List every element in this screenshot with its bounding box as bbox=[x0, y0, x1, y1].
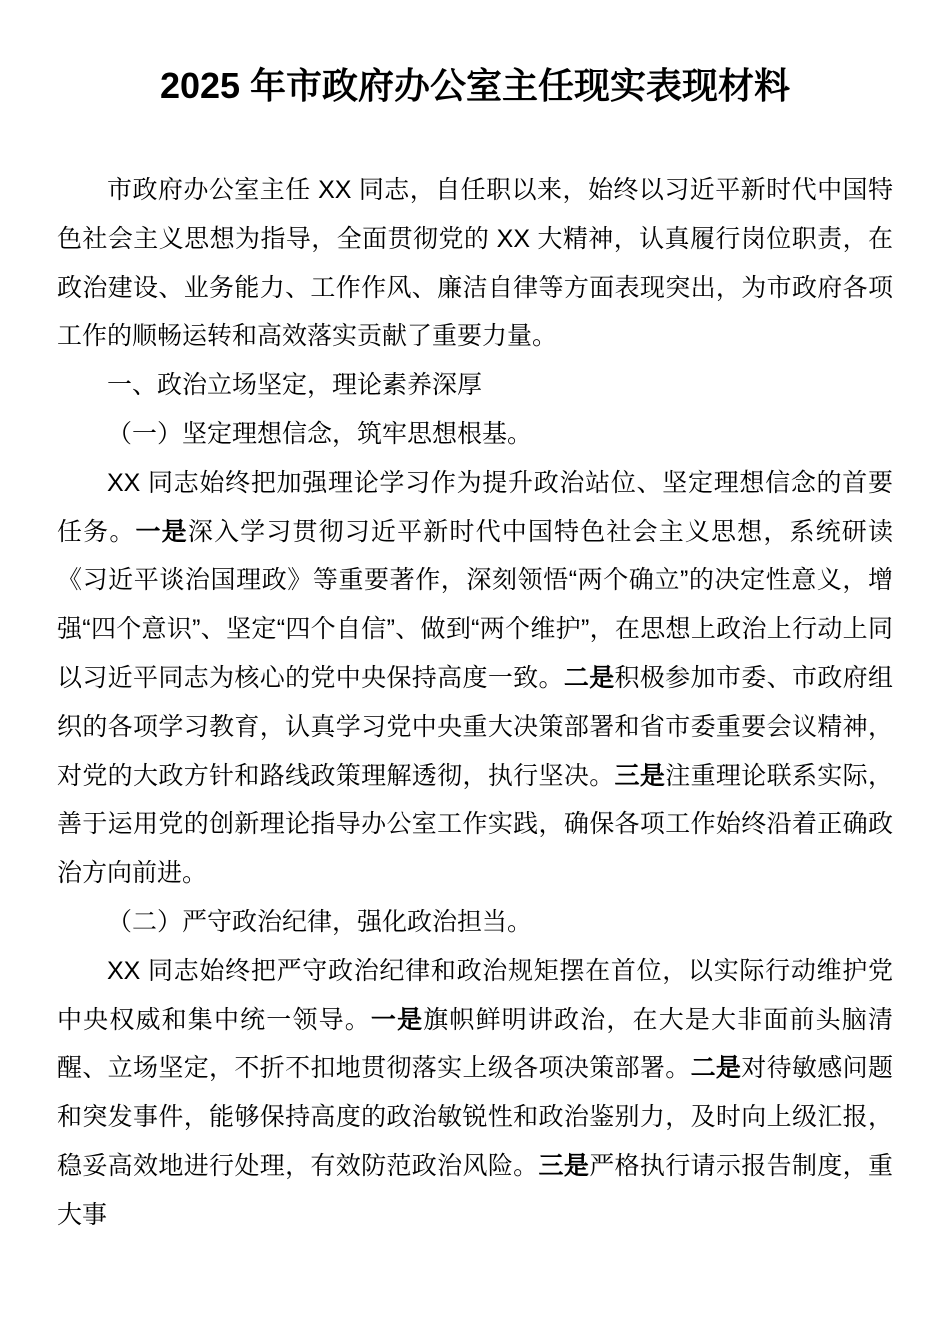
bold-marker-first: 一是 bbox=[135, 517, 188, 546]
bold-marker-first: 一是 bbox=[370, 1005, 424, 1034]
document-title: 2025 年市政府办公室主任现实表现材料 bbox=[159, 65, 791, 106]
text-run: 严格执行请示报告制度，重大事 bbox=[57, 1151, 893, 1229]
heading-section-1 bbox=[57, 361, 893, 410]
text-run: 一、政治立场坚定，理论素养深厚 bbox=[107, 371, 483, 400]
text-run: 旗帜鲜明讲政治，在大是大非面前头脑清醒、立场坚定，不折不扣地贯彻落实上级各项决策部署。 bbox=[57, 1005, 893, 1083]
text-run: XX 同志始终把加强理论学习作为提升政治站位、坚定理想信念的首要任务。 bbox=[57, 468, 893, 546]
text-run: （二）严守政治纪律，强化政治担当。 bbox=[107, 907, 533, 936]
text-run: （一）坚定理想信念，筑牢思想根基。 bbox=[107, 419, 533, 448]
document-body bbox=[57, 166, 893, 1240]
bold-marker-second: 二是 bbox=[563, 663, 615, 692]
text-run: 市政府办公室主任 XX 同志，自任职以来，始终以习近平新时代中国特色社会主义思想为指导，全面贯彻党的 XX 大精神，认真履行岗位职责，在政治建设、业务能力、工作作风、廉洁自律等方面表现突出，为市政府各项工作的顺畅运转和高效落实贡献了重要力量。 bbox=[57, 176, 893, 351]
paragraph-ideals bbox=[57, 459, 893, 898]
text-run: 积极参加市委、市政府组织的各项学习教育，认真学习党中央重大决策部署和省市委重要会议精神，对党的大政方针和路线政策理解透彻，执行坚决。 bbox=[57, 663, 893, 790]
text-run: XX 同志始终把严守政治纪律和政治规矩摆在首位，以实际行动维护党中央权威和集中统一领导。 bbox=[57, 956, 893, 1034]
paragraph-discipline bbox=[57, 947, 893, 1240]
text-run: 注重理论联系实际，善于运用党的创新理论指导办公室工作实践，确保各项工作始终沿着正确政治方向前进。 bbox=[57, 761, 893, 888]
heading-subsection-1 bbox=[57, 410, 893, 459]
bold-marker-third: 三是 bbox=[614, 761, 666, 790]
text-run: 对待敏感问题和突发事件，能够保持高度的政治敏锐性和政治鉴别力，及时向上级汇报，稳妥高效地进行处理，有效防范政治风险。 bbox=[57, 1054, 893, 1180]
bold-marker-second: 二是 bbox=[690, 1054, 742, 1083]
text-run: 深入学习贯彻习近平新时代中国特色社会主义思想，系统研读《习近平谈治国理政》等重要著作，深刻领悟“两个确立”的决定性意义，增强“四个意识”、坚定“四个自信”、做到“两个维护”，在思想上政治上行动上同以习近平同志为核心的党中央保持高度一致。 bbox=[57, 517, 893, 692]
paragraph-intro bbox=[57, 166, 893, 361]
heading-subsection-2 bbox=[57, 898, 893, 947]
bold-marker-third: 三是 bbox=[538, 1151, 590, 1180]
